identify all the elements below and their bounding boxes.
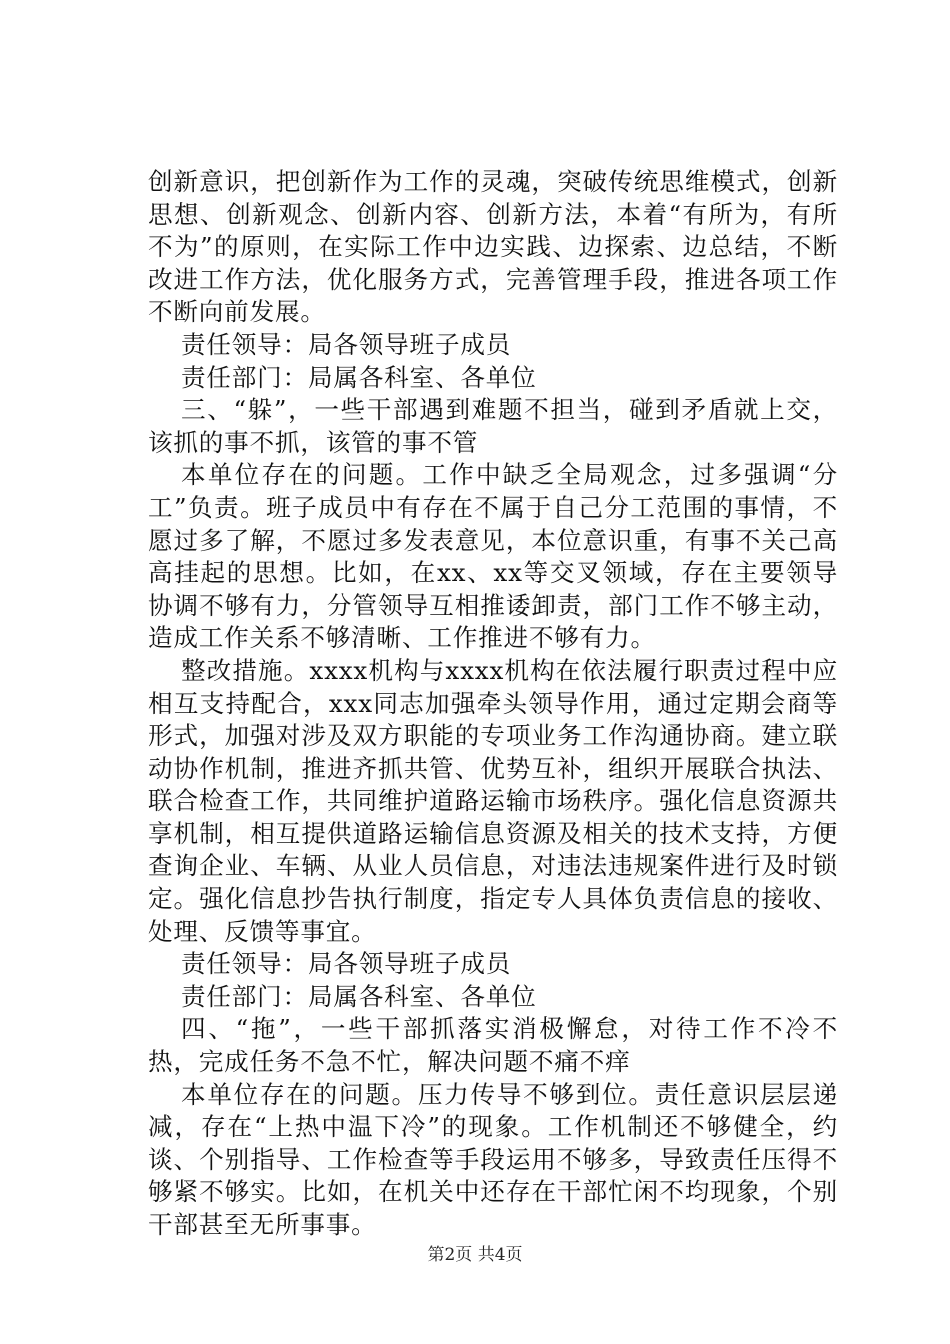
section-heading-three: 三、“躲”，一些干部遇到难题不担当，碰到矛盾就上交，该抓的事不抓，该管的事不管 bbox=[148, 395, 838, 457]
section-heading-four: 四、“拖”，一些干部抓落实消极懈怠，对待工作不冷不热，完成任务不急不忙，解决问题不痛不痒 bbox=[148, 1014, 838, 1077]
responsible-department-line: 责任部门：局属各科室、各单位 bbox=[181, 981, 537, 1011]
rectification-paragraph: 整改措施。xxxx机构与xxxx机构在依法履行职责过程中应相互支持配合，xxx同志加强牵头领导作用，通过定期会商等形式，加强对涉及双方职能的专项业务工作沟通协商。建立联动协作机制，推进齐抓共管、优势互补，组织开展联合执法、联合检查工作，共同维护道路运输市场秩序。强化信息资源共享机制，相互提供道路运输信息资源及相关的技术支持，方便查询企业、车辆、从业人员信息，对违法违规案件进行及时锁定。强化信息抄告执行制度，指定专人具体负责信息的接收、处理、反馈等事宜。 bbox=[148, 655, 838, 946]
responsible-leader-line: 责任领导：局各领导班子成员 bbox=[181, 329, 512, 359]
responsible-leader-line: 责任领导：局各领导班子成员 bbox=[181, 949, 512, 979]
paragraph-continuation: 创新意识，把创新作为工作的灵魂，突破传统思维模式，创新思想、创新观念、创新内容、创新方法，本着“有所为，有所不为”的原则，在实际工作中边实践、边探索、边总结，不断改进工作方法，优化服务方式，完善管理手段，推进各项工作不断向前发展。 bbox=[148, 167, 838, 327]
page-number-footer: 第2页 共4页 bbox=[427, 1245, 523, 1265]
responsible-department-line: 责任部门：局属各科室、各单位 bbox=[181, 362, 537, 392]
problem-paragraph: 本单位存在的问题。压力传导不够到位。责任意识层层递减，存在“上热中温下冷”的现象。工作机制还不够健全，约谈、个别指导、工作检查等手段运用不够多，导致责任压得不够紧不够实。比如，在机关中还存在干部忙闲不均现象，个别干部甚至无所事事。 bbox=[148, 1079, 838, 1239]
document-body bbox=[148, 166, 838, 1242]
problem-paragraph: 本单位存在的问题。工作中缺乏全局观念，过多强调“分工”负责。班子成员中有存在不属于自己分工范围的事情，不愿过多了解，不愿过多发表意见，本位意识重，有事不关己高高挂起的思想。比如，在xx、xx等交叉领域，存在主要领导协调不够有力，分管领导互相推诿卸责，部门工作不够主动，造成工作关系不够清晰、工作推进不够有力。 bbox=[148, 460, 838, 653]
